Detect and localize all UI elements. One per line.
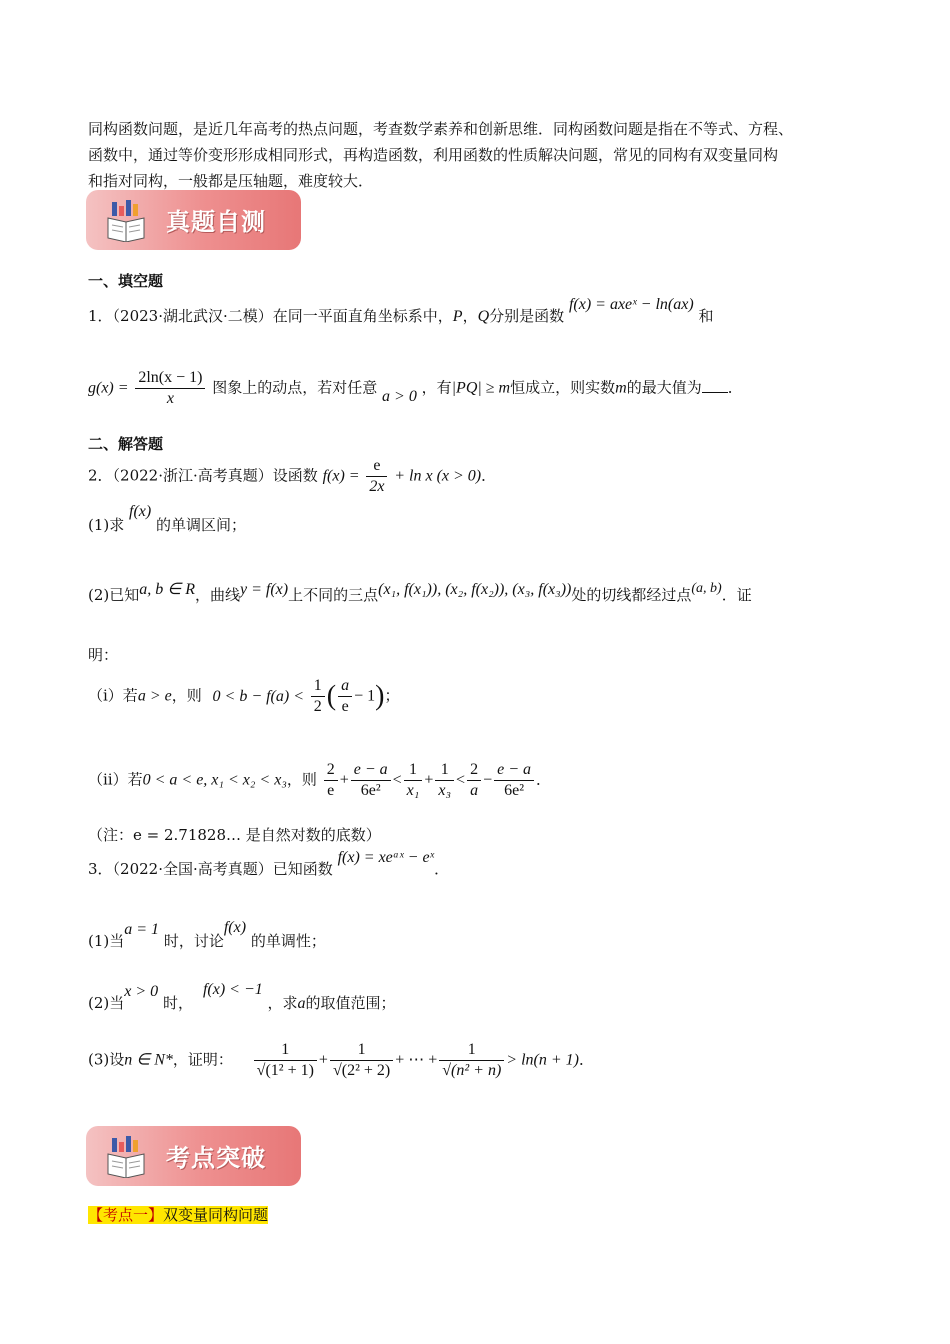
q1-text-b: 分别是函数 <box>489 307 565 325</box>
q1-f-expression: f(x) = axeˣ − ln(ax) <box>568 296 694 313</box>
q1-text-a: 在同一平面直角坐标系中， <box>272 307 453 325</box>
q3-part-3: (3)设n ∈ N*，证明： $\frac{1}{\text{√(1² + 1)}}$ + $\frac{1}{\text{√(2² + 2)}}$ + ⋯ + $\frac{1}{\text{√(n² + n)}}$ > ln(n + 1)． <box>88 1041 595 1079</box>
q1-text-c: 和 <box>698 307 714 325</box>
q1-condition: a > 0 <box>382 387 417 405</box>
answer-blank[interactable] <box>702 378 728 393</box>
banner-title: 真题自测 <box>166 208 266 236</box>
banner-title: 考点突破 <box>166 1144 266 1172</box>
q1-number: 1． <box>88 307 113 325</box>
q2-subpart-ii: （ⅱ）若0 < a < e, x₁ < x₂ < x₃，则 $\frac{2}{e}$ + $\frac{e - a}{\text{6e²}}$ < $\frac{1}{\text{x₁}}$ + $\frac{1}{\text{x₃}}$ < $\frac{2}{a}$ − $\frac{e - a}{\text{6e²}}$ ． <box>88 761 552 799</box>
question-2-stem: 2．（2022·浙江·高考真题）设函数 f(x) = $\frac{e}{2x}$ + ln x (x > 0)． <box>88 457 497 495</box>
q1-source: （2023·湖北武汉·二模） <box>112 307 273 325</box>
q2-fraction: $\frac{e}{2x}$ <box>366 456 387 497</box>
book-icon <box>106 1134 146 1178</box>
intro-paragraph <box>88 116 878 194</box>
book-icon <box>106 198 146 242</box>
question-3-stem: 3．（2022·全国·高考真题）已知函数 f(x) = xeᵃˣ − eˣ． <box>88 849 450 878</box>
intro-line-1: 同构函数问题，是近几年高考的热点问题，考查数学素养和创新思维．同构函数问题是指在不等式、方程、 <box>88 120 794 138</box>
q2-part-1: (1)求 f(x) 的单调区间； <box>88 503 247 534</box>
q2-part-2: (2)已知a, b ∈ R，曲线y = f(x)上不同的三点(x₁, f(x₁)), (x₂, f(x₂)), (x₃, f(x₃))处的切线都经过点(a, b)．证 <box>88 581 752 604</box>
section-heading-solve: 二、解答题 <box>88 435 164 453</box>
q2-three-points: (x₁, f(x₁)), (x₂, f(x₂)), (x₃, f(x₃)) <box>378 581 572 598</box>
q2-subpart-i: （ⅰ）若a > e，则 0 < b − f(a) < $\frac{1}{2}$ ( $\frac{a}{e}$ − 1)； <box>88 677 400 715</box>
question-1-line-1: 1．（2023·湖北武汉·二模）在同一平面直角坐标系中，P，Q分别是函数 f(x) = axeˣ − ln(ax) 和 <box>88 296 714 325</box>
section-banner-breakthrough <box>86 1126 301 1186</box>
q1-g-lhs: g(x) = <box>88 379 129 397</box>
q3-part-1: (1)当a = 1 时，讨论f(x) 的单调性； <box>88 919 326 950</box>
q1-g-fraction: $\frac{2\ln(x - 1)}{x}$ <box>135 368 205 409</box>
intro-line-3: 和指对同构，一般都是压轴题，难度较大． <box>88 172 374 190</box>
q1-pq: |PQ| ≥ m <box>451 379 511 397</box>
intro-line-2: 函数中，通过等价变形形成相同形式，再构造函数，利用函数的性质解决问题，常见的同构有双变量同构 <box>88 146 779 164</box>
q3-part-2: (2)当x > 0 时，f(x) < −1 ，求a的取值范围； <box>88 981 396 1012</box>
q2-part-2-cont: 明： <box>88 646 119 664</box>
question-1-line-2: g(x) = $\frac{2\ln(x - 1)}{x}$ 图象上的动点，若对任意 a > 0 ，有|PQ| ≥ m恒成立，则实数m的最大值为 ． <box>88 369 743 407</box>
q2-note: （注：e = 2.71828… 是自然对数的底数） <box>88 826 381 844</box>
topic-tag: 【考点一】双变量同构问题 <box>88 1206 269 1224</box>
section-heading-fill-blank: 一、填空题 <box>88 272 164 290</box>
section-banner-self-test <box>86 190 301 250</box>
